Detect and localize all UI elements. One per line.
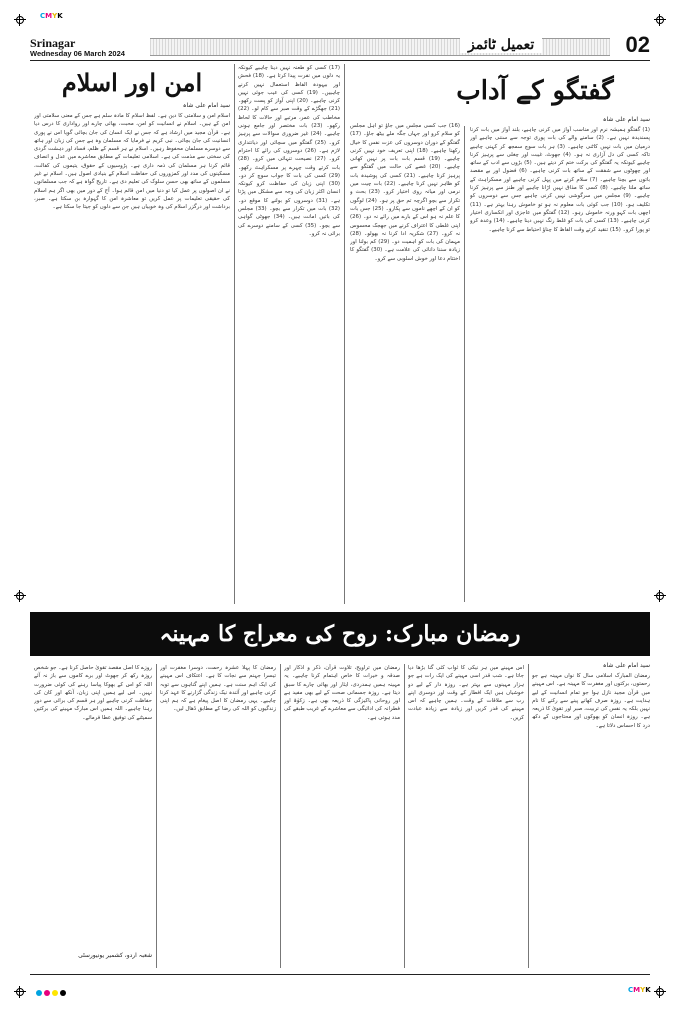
edition-date: Wednesday 06 March 2024: [30, 49, 125, 58]
registration-mark-top-left: [14, 14, 26, 26]
column-divider: [528, 664, 529, 968]
column-divider: [234, 64, 235, 604]
registration-mark-bottom-right: [654, 986, 666, 998]
article-column-etiquette-1: (1) گفتگو ہمیشہ نرم اور مناسب آواز میں کرنی چاہیے، بلند آواز میں بات کرنا پسندیدہ نہیں ہے۔ (2) سامنے والے کی بات پوری توجہ سے سننی چاہیے اور درمیان میں بات نہیں کاٹنی چاہیے۔ (3) ہر بات سوچ سمجھ کر کہنی چاہیے تاکہ کسی کی دل آزاری نہ ہو۔ (4) جھوٹ، غیبت اور چغلی سے پرہیز کرنا چاہیے کیونکہ یہ گفتگو کی برکت ختم کر دیتے ہیں۔ (5) بڑوں سے ادب کے ساتھ اور چھوٹوں سے شفقت کے ساتھ بات کرنی چاہیے۔ (6) فضول اور بے مقصد باتوں سے بچنا چاہیے۔ (7) سلام کرنے میں پہل کرنی چاہیے اور مسکراہٹ کے ساتھ ملنا چاہیے۔ (8) کسی کا مذاق نہیں اڑانا چاہیے اور طنز سے پرہیز کرنا چاہیے۔ (9) مجلس میں سرگوشی نہیں کرنی چاہیے جس سے دوسروں کو تکلیف ہو۔ (10) جب کوئی بات معلوم نہ ہو تو خاموش رہنا بہتر ہے۔ (11) اچھی بات کہو ورنہ خاموش رہو۔ (12) گفتگو میں عاجزی اور انکساری اختیار کرنی چاہیے۔ (13) کسی کی بات کو غلط رنگ نہیں دینا چاہیے۔ (14) وعدہ کرو تو پورا کرو۔ (15) تنقید کرتے وقت الفاظ کا چناؤ احتیاط سے کرنا چاہیے۔: [470, 127, 650, 233]
edition-city: Srinagar: [30, 36, 76, 50]
ramadan-byline-bottom: شعبہ اردو، کشمیر یونیورسٹی: [78, 952, 152, 959]
ramadan-column-1: رمضان المبارک اسلامی سال کا نواں مہینہ ہے جو رحمتوں، برکتوں اور مغفرت کا مہینہ ہے۔ اس مہینے میں قرآن مجید نازل ہوا جو تمام انسانیت کے لیے ہدایت ہے۔ روزہ صرف کھانے پینے سے رکنے کا نام نہیں بلکہ یہ نفس کی تربیت، صبر اور تقویٰ کا ذریعہ ہے۔ روزہ انسان کو بھوکوں اور محتاجوں کے دکھ درد کا احساس دلاتا ہے۔: [532, 673, 650, 729]
cmyk-label-top: CMYK: [40, 12, 63, 20]
article-title-etiquette: گفتگو کے آداب: [456, 76, 614, 106]
article-column-etiquette-2: (16) جب کسی مجلس میں جاؤ تو اہل مجلس کو سلام کرو اور جہاں جگہ ملے بیٹھ جاؤ۔ (17) گفتگو کے دوران دوسروں کی عزت نفس کا خیال رکھنا چاہیے۔ (18) اپنی تعریف خود نہیں کرنی چاہیے۔ (19) قسم بات بات پر نہیں کھانی چاہیے۔ (20) غصے کی حالت میں گفتگو سے پرہیز کرنا چاہیے۔ (21) کسی کی پوشیدہ بات کو ظاہر نہیں کرنا چاہیے۔ (22) بات چیت میں نرمی اور میانہ روی اختیار کرو۔ (23) بحث و تکرار سے بچو اگرچہ تم حق پر ہو۔ (24) لوگوں کو ان کے اچھے ناموں سے پکارو۔ (25) جس بات کا علم نہ ہو اس کے بارے میں رائے نہ دو۔ (26) اپنی غلطی کا اعتراف کرنے میں جھجک محسوس نہ کرو۔ (27) شکریہ ادا کرنا نہ بھولو۔ (28) مہمان کی بات کو اہمیت دو۔ (29) کم بولنا اور زیادہ سننا دانائی کی علامت ہے۔ (30) گفتگو کا اختتام دعا اور خوش اسلوبی سے کرو۔: [350, 123, 460, 262]
ramadan-banner: [30, 612, 650, 656]
column-divider: [404, 664, 405, 968]
header-rule: [30, 60, 650, 61]
ramadan-byline-top: سید امام علی شاہ: [602, 662, 650, 669]
color-bar-bottom: [36, 990, 66, 996]
article-byline-etiquette: سید امام علی شاہ: [602, 116, 650, 123]
masthead-bar: [150, 38, 610, 56]
ramadan-column-3: رمضان میں تراویح، تلاوت قرآن، ذکر و اذکار اور صدقہ و خیرات کا خاص اہتمام کرنا چاہیے۔ یہ مہینہ ہمیں ہمدردی، ایثار اور بھائی چارے کا سبق دیتا ہے۔ روزہ جسمانی صحت کے لیے بھی مفید ہے اور روحانی پاکیزگی کا ذریعہ بھی ہے۔ زکوٰۃ اور فطرانہ کی ادائیگی سے معاشرے کے غریب طبقے کی مدد ہوتی ہے۔: [284, 665, 400, 721]
registration-mark-middle-left: [14, 590, 26, 602]
masthead-title: تعمیل ٹائمز: [460, 37, 542, 53]
column-divider: [280, 664, 281, 968]
cmyk-label-bottom: CMYK: [628, 986, 651, 994]
footer-rule: [30, 974, 650, 975]
registration-mark-bottom-left: [14, 986, 26, 998]
ramadan-banner-title: رمضان مبارک: روح کی معراج کا مہینہ: [159, 621, 521, 647]
article-column-middle: (17) کسی کو طعنہ نہیں دینا چاہیے کیونکہ یہ دلوں میں نفرت پیدا کرتا ہے۔ (18) فحش اور بیہودہ الفاظ استعمال نہیں کرنے چاہییں۔ (19) کسی کی عیب جوئی نہیں کرنی چاہیے۔ (20) اپنی آواز کو پست رکھو۔ (21) جھگڑے کے وقت صبر سے کام لو۔ (22) مخاطب کی عمر، مرتبے اور حالات کا لحاظ رکھو۔ (23) بات مختصر اور جامع ہونی چاہیے۔ (24) غیر ضروری سوالات سے پرہیز کرو۔ (25) گفتگو میں سچائی اور دیانتداری لازم ہے۔ (26) دوسروں کی رائے کا احترام کرو۔ (27) نصیحت تنہائی میں کرو۔ (28) بات کرتے وقت چہرے پر مسکراہٹ رکھو۔ (29) کسی کی بات کا جواب سوچ کر دو۔ (30) اپنی زبان کی حفاظت کرو کیونکہ انسان اکثر زبان کی وجہ سے مشکل میں پڑتا ہے۔ (31) دوسروں کو بولنے کا موقع دو۔ (32) بات میں تکرار سے بچو۔ (33) مجلس کی باتیں امانت ہیں۔ (34) جھوٹی گواہی سے بچو۔ (35) کسی کے سامنے دوسرے کی برائی نہ کرو۔: [238, 65, 340, 237]
page-header: [30, 32, 650, 58]
registration-mark-top-right: [654, 14, 666, 26]
ramadan-column-5: روزے کا اصل مقصد تقویٰ حاصل کرنا ہے۔ جو شخص روزہ رکھ کر جھوٹ اور برے کاموں سے باز نہ آئے اللہ کو اس کے بھوکا پیاسا رہنے کی کوئی ضرورت نہیں۔ اس لیے ہمیں اپنی زبان، آنکھ اور کان کی حفاظت کرنی چاہیے اور ہر قسم کی برائی سے دور رہنا چاہیے۔ اللہ ہمیں اس مبارک مہینے کی برکتیں سمیٹنے کی توفیق عطا فرمائے۔: [34, 665, 152, 721]
column-divider: [344, 64, 345, 604]
article-byline-peace: سید امام علی شاہ: [182, 102, 230, 109]
column-divider: [464, 126, 465, 602]
ramadan-column-2: اس مہینے میں ہر نیکی کا ثواب کئی گنا بڑھا دیا جاتا ہے۔ شب قدر اسی مہینے کی ایک رات ہے جو ہزار مہینوں سے بہتر ہے۔ روزہ دار کے لیے دو خوشیاں ہیں ایک افطار کے وقت اور دوسری اپنے رب سے ملاقات کے وقت۔ ہمیں چاہیے کہ اس مہینے کی قدر کریں اور زیادہ سے زیادہ عبادت کریں۔: [408, 665, 524, 721]
column-divider: [156, 664, 157, 968]
page-number: 02: [625, 32, 650, 57]
article-column-peace: اسلام امن و سلامتی کا دین ہے۔ لفظ اسلام کا مادہ سلم ہے جس کے معنی سلامتی اور امن کے ہیں۔ اسلام نے انسانیت کو امن، محبت، بھائی چارے اور رواداری کا درس دیا ہے۔ قرآن مجید میں ارشاد ہے کہ جس نے ایک انسان کی جان بچائی گویا اس نے پوری انسانیت کی جان بچائی۔ نبی کریم نے فرمایا کہ مسلمان وہ ہے جس کی زبان اور ہاتھ سے دوسرے مسلمان محفوظ رہیں۔ اسلام نے ہر قسم کے ظلم، فساد اور دہشت گردی کی سختی سے مذمت کی ہے۔ اسلامی تعلیمات کے مطابق معاشرے میں عدل و انصاف قائم کرنا ہر مسلمان کی ذمہ داری ہے۔ پڑوسیوں کے حقوق، یتیموں کی کفالت، مسکینوں کی مدد اور کمزوروں کی حفاظت اسلام کے بنیادی اصول ہیں۔ اسلام نے غیر مسلموں کے ساتھ بھی حسن سلوک کی تعلیم دی ہے۔ تاریخ گواہ ہے کہ جب مسلمانوں نے ان اصولوں پر عمل کیا تو دنیا میں امن قائم ہوا۔ آج کے دور میں بھی اگر ہم اسلام کی حقیقی تعلیمات پر عمل کریں تو معاشرہ امن کا گہوارہ بن سکتا ہے۔ صبر، برداشت اور درگزر اسلام کی وہ خوبیاں ہیں جن سے دلوں کو جیتا جا سکتا ہے۔: [34, 113, 230, 211]
registration-mark-middle-right: [654, 590, 666, 602]
article-title-peace: امن اور اسلام: [61, 68, 203, 97]
ramadan-column-4: رمضان کا پہلا عشرہ رحمت، دوسرا مغفرت اور تیسرا جہنم سے نجات کا ہے۔ اعتکاف اس مہینے کی ایک اہم سنت ہے۔ ہمیں اپنے گناہوں سے توبہ کرنی چاہیے اور آئندہ نیک زندگی گزارنے کا عہد کرنا چاہیے۔ یہی رمضان کا اصل پیغام ہے کہ ہم اپنی زندگیوں کو اللہ کی رضا کے مطابق ڈھال لیں۔: [160, 665, 276, 713]
